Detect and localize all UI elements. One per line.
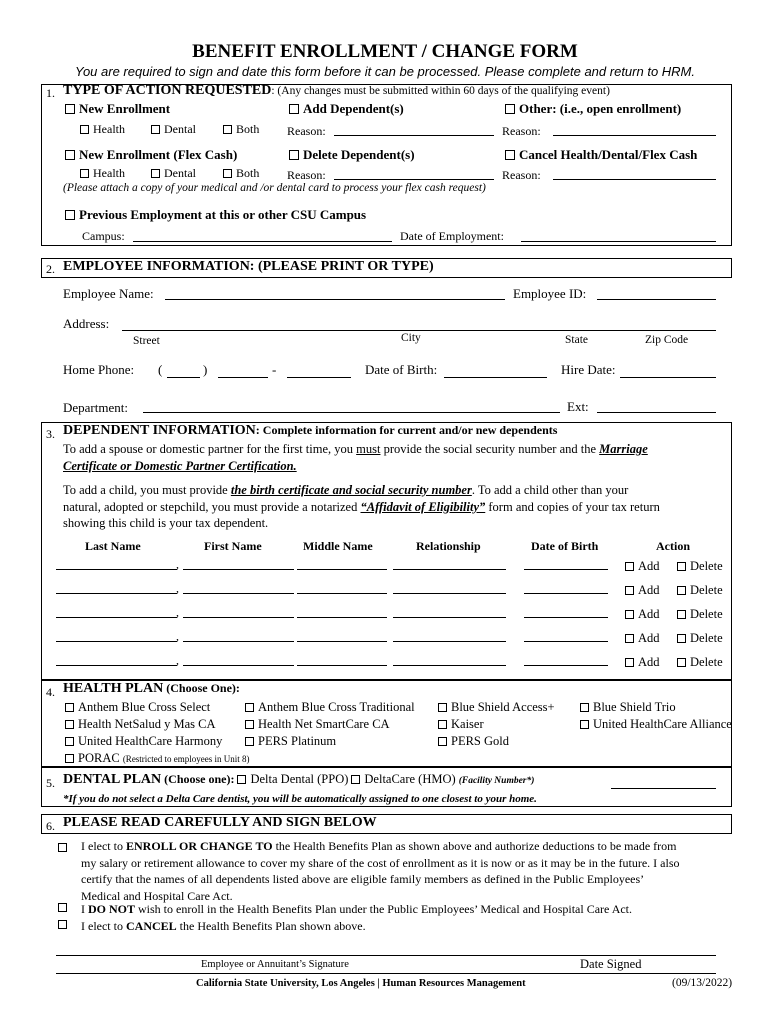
employee-id-field[interactable] bbox=[597, 299, 716, 300]
dep-delete-option[interactable] bbox=[677, 583, 723, 598]
employee-name-field[interactable] bbox=[165, 299, 505, 300]
plan-smartcare-label: Health Net SmartCare CA bbox=[258, 717, 390, 731]
dep-relationship-field[interactable] bbox=[393, 569, 506, 570]
dep-delete-checkbox[interactable] bbox=[677, 562, 686, 571]
section-3-paragraph-1 bbox=[63, 441, 648, 475]
other-checkbox[interactable] bbox=[505, 104, 515, 114]
plan-anthem-traditional-label: Anthem Blue Cross Traditional bbox=[258, 700, 415, 714]
address-field[interactable] bbox=[122, 330, 716, 331]
plan-pers-platinum-label: PERS Platinum bbox=[258, 734, 337, 748]
plan-porac[interactable] bbox=[65, 751, 250, 766]
plan-blue-shield-access[interactable] bbox=[438, 700, 555, 715]
dental-note: *If you do not select a Delta Care dentist, you will be automatically assigned to one closest to your home. bbox=[63, 793, 537, 805]
section-3-title: DEPENDENT INFORMATION bbox=[63, 423, 256, 438]
flex-both-label: Both bbox=[236, 166, 260, 180]
dep-middle-name-field[interactable] bbox=[297, 641, 387, 642]
p2-text-a: To add a child, you must provide bbox=[63, 483, 231, 497]
dental-ppo-checkbox[interactable] bbox=[237, 775, 246, 784]
p2-text-c: natural, adopted or stepchild, you must provide a notarized bbox=[63, 499, 361, 514]
dep-delete-option[interactable] bbox=[677, 559, 723, 574]
dep-last-name-field[interactable] bbox=[56, 617, 177, 618]
dep-delete-option[interactable] bbox=[677, 607, 723, 622]
dep-delete-option[interactable] bbox=[677, 655, 723, 670]
opt1-text-e: Medical and Hospital Care Act. bbox=[81, 888, 233, 903]
date-of-employment-label: Date of Employment: bbox=[400, 229, 504, 243]
plan-anthem-traditional[interactable] bbox=[245, 700, 415, 715]
section-1-note: : (Any changes must be submitted within 60 days of the qualifying event) bbox=[271, 85, 610, 97]
section-3-number: 3. bbox=[46, 427, 55, 441]
enroll-both-option[interactable] bbox=[223, 122, 259, 137]
enroll-health-checkbox[interactable] bbox=[80, 125, 89, 134]
phone-area-code-field[interactable] bbox=[167, 377, 200, 378]
previous-employment-option[interactable] bbox=[65, 207, 366, 223]
enroll-change-text bbox=[81, 838, 679, 904]
dep-add-checkbox[interactable] bbox=[625, 634, 634, 643]
department-field[interactable] bbox=[143, 412, 560, 413]
section-5-choose: (Choose one): bbox=[164, 772, 235, 786]
dep-add-option[interactable] bbox=[625, 607, 660, 622]
flex-both-checkbox[interactable] bbox=[223, 169, 232, 178]
p1-cert-line2: Certificate or Domestic Partner Certification. bbox=[63, 459, 297, 473]
dep-add-label: Add bbox=[638, 583, 660, 597]
dep-relationship-field[interactable] bbox=[393, 665, 506, 666]
dob-label: Date of Birth: bbox=[365, 362, 438, 377]
form-subtitle: You are required to sign and date this form before it can be processed. Please complete and return to HRM. bbox=[74, 64, 695, 79]
hire-date-field[interactable] bbox=[620, 377, 716, 378]
do-not-enroll-text bbox=[81, 902, 632, 917]
cancel-label: Cancel Health/Dental/Flex Cash bbox=[519, 147, 698, 162]
dep-add-label: Add bbox=[638, 607, 660, 621]
dep-delete-label: Delete bbox=[690, 631, 723, 645]
deltacare-label: DeltaCare (HMO) bbox=[364, 772, 456, 786]
new-enrollment-flex-checkbox[interactable] bbox=[65, 150, 75, 160]
dep-delete-label: Delete bbox=[690, 607, 723, 621]
flex-health-checkbox[interactable] bbox=[80, 169, 89, 178]
new-enrollment-flex-option[interactable] bbox=[65, 147, 237, 163]
facility-number-label: (Facility Number*) bbox=[458, 776, 535, 786]
dep-first-name-field[interactable] bbox=[183, 641, 294, 642]
dep-middle-name-field[interactable] bbox=[297, 617, 387, 618]
previous-employment-label: Previous Employment at this or other CSU Campus bbox=[79, 207, 367, 222]
dental-ppo-label: Delta Dental (PPO) bbox=[250, 772, 349, 786]
enroll-both-label: Both bbox=[236, 122, 260, 136]
phone-paren-close: ) bbox=[203, 362, 208, 377]
other-reason-label: Reason: bbox=[502, 124, 541, 138]
plan-blue-shield-access-checkbox[interactable] bbox=[438, 703, 447, 712]
section-1-heading bbox=[63, 83, 610, 99]
p2-text-d: form and copies of your tax return bbox=[485, 499, 660, 514]
plan-porac-label: PORAC bbox=[78, 751, 120, 765]
enroll-dental-checkbox[interactable] bbox=[151, 125, 160, 134]
date-of-employment-field[interactable] bbox=[521, 241, 716, 242]
plan-blue-shield-trio[interactable] bbox=[580, 700, 676, 715]
section-4-number: 4. bbox=[46, 685, 55, 699]
section-6-number: 6. bbox=[46, 819, 55, 833]
plan-anthem-select-checkbox[interactable] bbox=[65, 703, 74, 712]
opt1-text-c: my salary or retirement allowance to cover my share of the cost of enrollment as it is now or as it may be in the future. I also bbox=[81, 855, 680, 870]
dep-name-comma: , bbox=[176, 605, 179, 619]
plan-anthem-select-label: Anthem Blue Cross Select bbox=[78, 700, 211, 714]
delete-dependent-checkbox[interactable] bbox=[289, 150, 299, 160]
new-enrollment-checkbox[interactable] bbox=[65, 104, 75, 114]
section-1-title: TYPE OF ACTION REQUESTED bbox=[63, 83, 272, 98]
plan-kaiser-label: Kaiser bbox=[451, 717, 484, 731]
dep-last-name-field[interactable] bbox=[56, 641, 177, 642]
flex-dental-label: Dental bbox=[164, 166, 196, 180]
section-4-heading bbox=[63, 681, 240, 697]
enroll-both-checkbox[interactable] bbox=[223, 125, 232, 134]
dep-add-option[interactable] bbox=[625, 559, 660, 574]
plan-blue-shield-trio-label: Blue Shield Trio bbox=[593, 700, 676, 714]
col-first-name: First Name bbox=[204, 539, 262, 553]
opt1-text-a: I elect to bbox=[81, 839, 126, 853]
signature-line[interactable] bbox=[56, 955, 716, 956]
dep-delete-checkbox[interactable] bbox=[677, 658, 686, 667]
plan-porac-note: (Restricted to employees in Unit 8) bbox=[122, 754, 250, 764]
dep-first-name-field[interactable] bbox=[183, 569, 294, 570]
other-reason-field[interactable] bbox=[553, 135, 716, 136]
opt3-text-b: the Health Benefits Plan shown above. bbox=[176, 919, 366, 933]
p1-must: must bbox=[356, 442, 381, 456]
plan-uhc-harmony-checkbox[interactable] bbox=[65, 737, 74, 746]
cancel-plan-checkbox[interactable] bbox=[58, 920, 67, 929]
add-dependent-label: Add Dependent(s) bbox=[303, 101, 404, 116]
section-5-title: DENTAL PLAN bbox=[63, 772, 162, 787]
hire-date-label: Hire Date: bbox=[561, 362, 616, 377]
opt1-text-b: the Health Benefits Plan as shown above and authorize deductions to be made from bbox=[272, 839, 677, 853]
dep-add-option[interactable] bbox=[625, 655, 660, 670]
cancel-reason-field[interactable] bbox=[553, 179, 716, 180]
p2-text-e: showing this child is your tax dependent. bbox=[63, 516, 269, 530]
new-enrollment-option[interactable] bbox=[65, 101, 170, 117]
phone-paren-open: ( bbox=[158, 362, 163, 377]
plan-pers-platinum-checkbox[interactable] bbox=[245, 737, 254, 746]
dep-first-name-field[interactable] bbox=[183, 593, 294, 594]
attach-note: (Please attach a copy of your medical and /or dental card to process your flex cash request) bbox=[63, 182, 486, 194]
section-5-number: 5. bbox=[46, 776, 55, 790]
plan-anthem-select[interactable] bbox=[65, 700, 210, 715]
deltacare-option[interactable] bbox=[351, 772, 455, 786]
plan-blue-shield-trio-checkbox[interactable] bbox=[580, 703, 589, 712]
cancel-plan-text bbox=[81, 919, 366, 934]
dep-add-checkbox[interactable] bbox=[625, 610, 634, 619]
plan-pers-gold-checkbox[interactable] bbox=[438, 737, 447, 746]
do-not-enroll-checkbox[interactable] bbox=[58, 903, 67, 912]
plan-uhc-harmony-label: United HealthCare Harmony bbox=[78, 734, 223, 748]
add-dependent-checkbox[interactable] bbox=[289, 104, 299, 114]
section-2-title: EMPLOYEE INFORMATION: (PLEASE PRINT OR TYPE) bbox=[63, 259, 434, 274]
plan-anthem-traditional-checkbox[interactable] bbox=[245, 703, 254, 712]
dep-delete-label: Delete bbox=[690, 559, 723, 573]
plan-pers-gold[interactable] bbox=[438, 734, 509, 749]
plan-kaiser[interactable] bbox=[438, 717, 484, 732]
opt1-bold: ENROLL OR CHANGE TO bbox=[125, 839, 273, 853]
dep-relationship-field[interactable] bbox=[393, 641, 506, 642]
col-last-name: Last Name bbox=[85, 539, 141, 553]
dep-add-option[interactable] bbox=[625, 583, 660, 598]
plan-smartcare-checkbox[interactable] bbox=[245, 720, 254, 729]
ext-field[interactable] bbox=[597, 412, 716, 413]
plan-netsalud[interactable] bbox=[65, 717, 215, 732]
section-5-heading bbox=[63, 772, 534, 788]
phone-dash: - bbox=[272, 362, 277, 377]
opt2-text-a: I bbox=[81, 902, 88, 916]
section-6-title: PLEASE READ CAREFULLY AND SIGN BELOW bbox=[63, 815, 377, 830]
enroll-change-checkbox[interactable] bbox=[58, 843, 67, 852]
section-3-heading bbox=[63, 423, 557, 439]
dep-dob-field[interactable] bbox=[524, 593, 608, 594]
dep-dob-field[interactable] bbox=[524, 641, 608, 642]
signature-caption: Employee or Annuitant’s Signature bbox=[201, 959, 349, 970]
dep-relationship-field[interactable] bbox=[393, 593, 506, 594]
department-label: Department: bbox=[63, 400, 128, 415]
delete-reason-label: Reason: bbox=[287, 168, 326, 182]
previous-employment-checkbox[interactable] bbox=[65, 210, 75, 220]
p2-affidavit: “Affidavit of Eligibility” bbox=[360, 499, 486, 514]
dep-delete-label: Delete bbox=[690, 655, 723, 669]
plan-pers-gold-label: PERS Gold bbox=[451, 734, 510, 748]
cancel-reason-label: Reason: bbox=[502, 168, 541, 182]
ext-label: Ext: bbox=[567, 399, 589, 414]
new-enrollment-label: New Enrollment bbox=[79, 101, 171, 116]
section-4-choose: (Choose One): bbox=[166, 681, 240, 695]
dep-add-label: Add bbox=[638, 631, 660, 645]
enroll-health-label: Health bbox=[93, 122, 125, 136]
p2-birth-cert: the birth certificate and social security number bbox=[230, 483, 472, 497]
flex-health-label: Health bbox=[93, 166, 125, 180]
campus-field[interactable] bbox=[133, 241, 392, 242]
dep-relationship-field[interactable] bbox=[393, 617, 506, 618]
flex-dental-checkbox[interactable] bbox=[151, 169, 160, 178]
enroll-dental-option[interactable] bbox=[151, 122, 196, 137]
other-option[interactable] bbox=[505, 101, 681, 117]
dep-last-name-field[interactable] bbox=[56, 593, 177, 594]
dep-add-label: Add bbox=[638, 559, 660, 573]
delete-reason-field[interactable] bbox=[334, 179, 494, 180]
opt3-text-a: I elect to bbox=[81, 919, 126, 933]
plan-uhc-alliance[interactable] bbox=[580, 717, 732, 732]
dep-dob-field[interactable] bbox=[524, 665, 608, 666]
section-1-number: 1. bbox=[46, 86, 55, 100]
add-reason-field[interactable] bbox=[334, 135, 494, 136]
employee-name-label: Employee Name: bbox=[63, 286, 154, 301]
state-caption: State bbox=[565, 334, 588, 346]
plan-uhc-alliance-label: United HealthCare Alliance bbox=[593, 717, 732, 731]
col-middle-name: Middle Name bbox=[303, 539, 373, 553]
opt2-text-b: wish to enroll in the Health Benefits Plan under the Public Employees’ Medical and Hospital Care Act. bbox=[135, 902, 633, 916]
plan-netsalud-label: Health NetSalud y Mas CA bbox=[78, 717, 216, 731]
dob-field[interactable] bbox=[444, 377, 547, 378]
add-dependent-option[interactable] bbox=[289, 101, 404, 117]
col-action: Action bbox=[656, 539, 690, 553]
new-enrollment-flex-label: New Enrollment (Flex Cash) bbox=[79, 147, 238, 162]
dep-add-checkbox[interactable] bbox=[625, 562, 634, 571]
dep-add-label: Add bbox=[638, 655, 660, 669]
dep-delete-checkbox[interactable] bbox=[677, 586, 686, 595]
dental-ppo-option[interactable] bbox=[237, 772, 348, 786]
dep-add-checkbox[interactable] bbox=[625, 586, 634, 595]
plan-porac-checkbox[interactable] bbox=[65, 754, 74, 763]
p2-text-b: . To add a child other than your bbox=[471, 483, 629, 497]
other-label: Other: (i.e., open enrollment) bbox=[519, 101, 682, 116]
phone-prefix-field[interactable] bbox=[218, 377, 268, 378]
dep-first-name-field[interactable] bbox=[183, 617, 294, 618]
flex-health-option[interactable] bbox=[80, 166, 125, 181]
flex-both-option[interactable] bbox=[223, 166, 259, 181]
cancel-option[interactable] bbox=[505, 147, 697, 163]
form-title: BENEFIT ENROLLMENT / CHANGE FORM bbox=[192, 41, 578, 62]
plan-blue-shield-access-label: Blue Shield Access+ bbox=[451, 700, 555, 714]
dep-name-comma: , bbox=[176, 629, 179, 643]
dep-dob-field[interactable] bbox=[524, 569, 608, 570]
dep-delete-checkbox[interactable] bbox=[677, 610, 686, 619]
plan-kaiser-checkbox[interactable] bbox=[438, 720, 447, 729]
section-3-title-rest: : Complete information for current and/or new dependents bbox=[255, 423, 558, 437]
dep-delete-option[interactable] bbox=[677, 631, 723, 646]
deltacare-checkbox[interactable] bbox=[351, 775, 360, 784]
cancel-checkbox[interactable] bbox=[505, 150, 515, 160]
home-phone-label: Home Phone: bbox=[63, 362, 135, 377]
plan-uhc-harmony[interactable] bbox=[65, 734, 222, 749]
dep-middle-name-field[interactable] bbox=[297, 569, 387, 570]
opt1-text-d: certify that the names of all dependents listed above are eligible family members as defined in the Public Employees’ bbox=[81, 872, 645, 886]
zip-caption: Zip Code bbox=[645, 334, 689, 346]
dep-first-name-field[interactable] bbox=[183, 665, 294, 666]
p1-text-b: provide the social security number and the bbox=[380, 442, 600, 456]
city-caption: City bbox=[401, 332, 421, 344]
dep-add-option[interactable] bbox=[625, 631, 660, 646]
plan-pers-platinum[interactable] bbox=[245, 734, 336, 749]
dep-delete-checkbox[interactable] bbox=[677, 634, 686, 643]
dep-last-name-field[interactable] bbox=[56, 569, 177, 570]
delete-dependent-option[interactable] bbox=[289, 147, 415, 163]
flex-dental-option[interactable] bbox=[151, 166, 196, 181]
footer-revision: (09/13/2022) bbox=[672, 977, 733, 989]
col-date-of-birth: Date of Birth bbox=[531, 539, 599, 553]
plan-uhc-alliance-checkbox[interactable] bbox=[580, 720, 589, 729]
dep-name-comma: , bbox=[176, 581, 179, 595]
p1-text-a: To add a spouse or domestic partner for the first time, you bbox=[63, 442, 357, 456]
date-signed-caption: Date Signed bbox=[580, 957, 642, 971]
p1-cert-line1: Marriage bbox=[599, 442, 648, 456]
opt3-bold: CANCEL bbox=[125, 919, 177, 933]
delete-dependent-label: Delete Dependent(s) bbox=[303, 147, 415, 162]
dep-delete-label: Delete bbox=[690, 583, 723, 597]
dep-last-name-field[interactable] bbox=[56, 665, 177, 666]
col-relationship: Relationship bbox=[416, 539, 481, 553]
footer-divider bbox=[56, 973, 716, 974]
opt2-bold: DO NOT bbox=[88, 902, 136, 916]
facility-number-field[interactable] bbox=[611, 788, 716, 789]
dep-name-comma: , bbox=[176, 557, 179, 571]
dep-middle-name-field[interactable] bbox=[297, 665, 387, 666]
phone-line-field[interactable] bbox=[287, 377, 351, 378]
employee-id-label: Employee ID: bbox=[513, 286, 587, 301]
dep-name-comma: , bbox=[176, 653, 179, 667]
campus-label: Campus: bbox=[82, 229, 125, 243]
enroll-dental-label: Dental bbox=[164, 122, 196, 136]
address-label: Address: bbox=[63, 316, 110, 331]
dep-middle-name-field[interactable] bbox=[297, 593, 387, 594]
section-2-number: 2. bbox=[46, 262, 55, 276]
street-caption: Street bbox=[133, 335, 160, 347]
enroll-health-option[interactable] bbox=[80, 122, 125, 137]
section-4-title: HEALTH PLAN bbox=[63, 681, 164, 696]
section-3-paragraph-2 bbox=[63, 482, 660, 532]
add-reason-label: Reason: bbox=[287, 124, 326, 138]
footer-org: California State University, Los Angeles | Human Resources Management bbox=[196, 978, 526, 989]
plan-smartcare[interactable] bbox=[245, 717, 390, 732]
dep-add-checkbox[interactable] bbox=[625, 658, 634, 667]
dep-dob-field[interactable] bbox=[524, 617, 608, 618]
plan-netsalud-checkbox[interactable] bbox=[65, 720, 74, 729]
